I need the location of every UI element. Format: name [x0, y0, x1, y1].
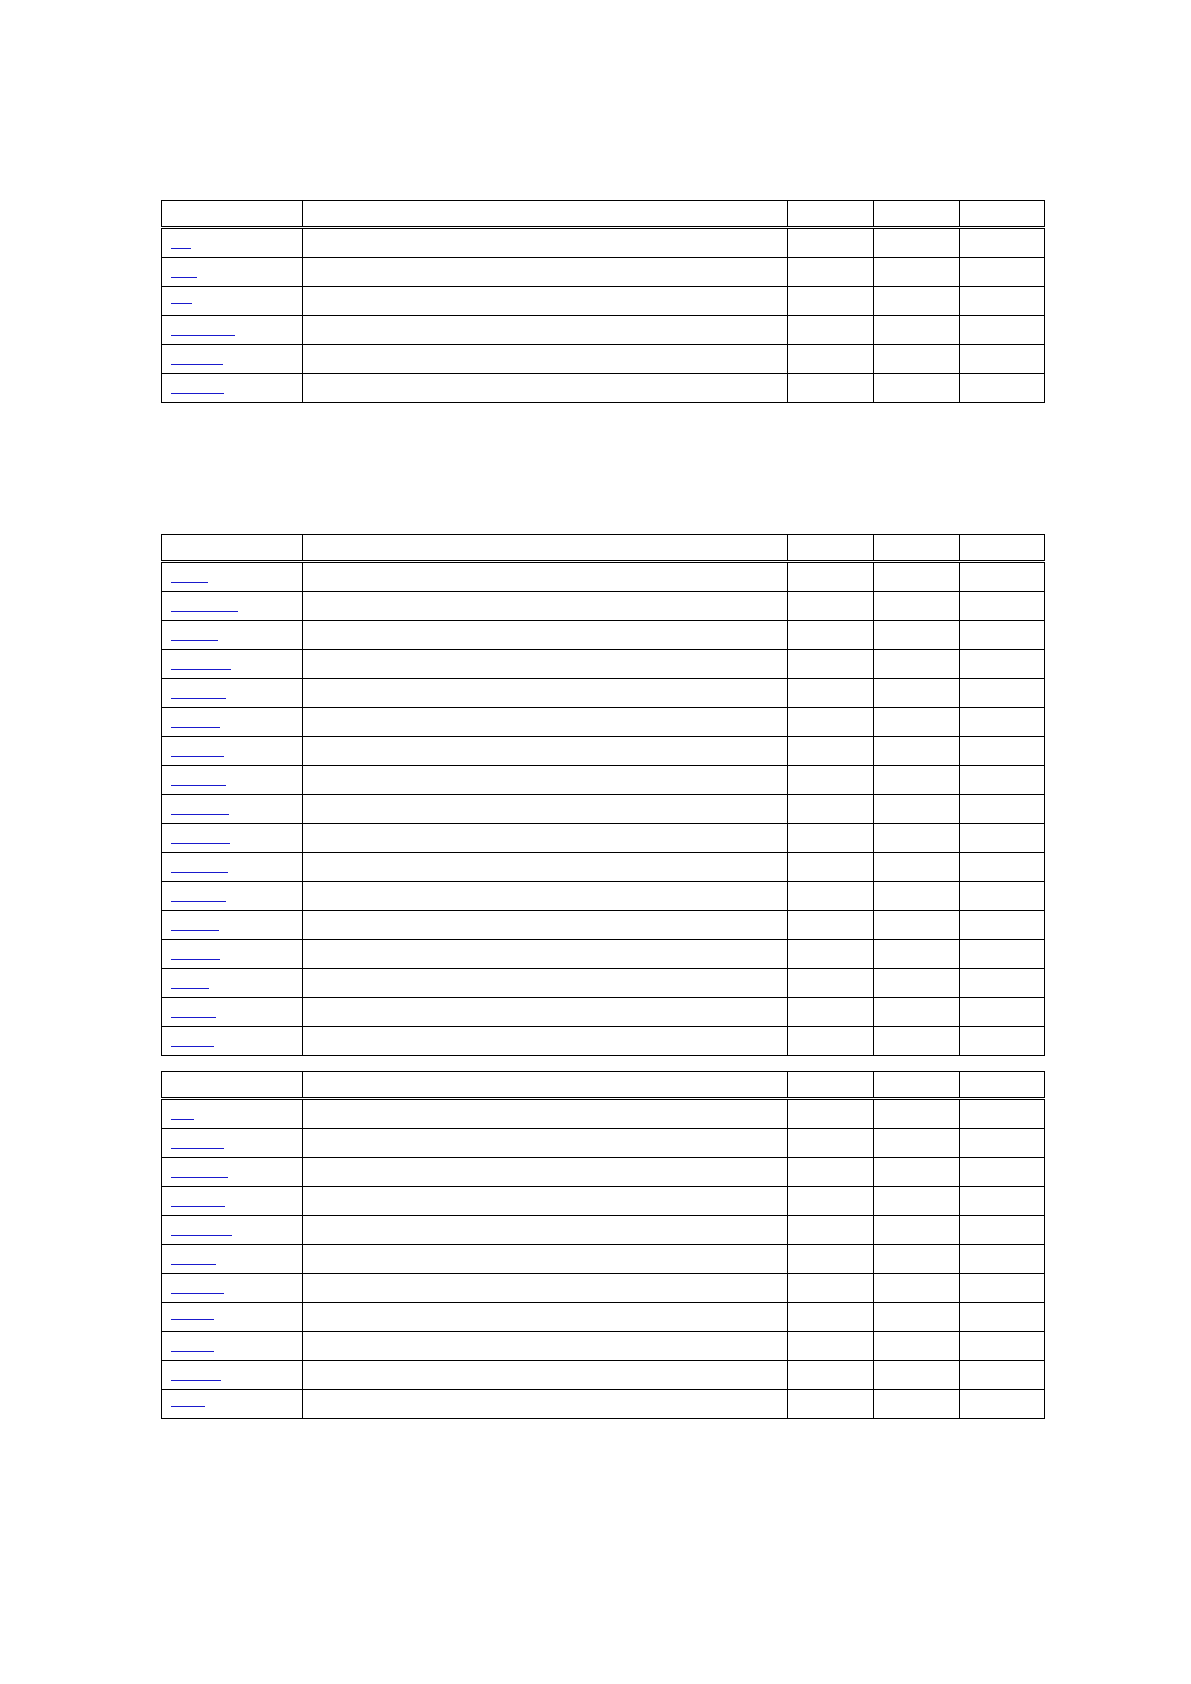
row-link[interactable] [171, 1016, 216, 1018]
row-link[interactable] [171, 363, 223, 365]
link-cell [162, 287, 303, 316]
table-2 [161, 534, 1045, 1056]
table-row [162, 592, 1045, 621]
table-row [162, 795, 1045, 824]
link-cell [162, 998, 303, 1027]
link-cell [162, 1129, 303, 1158]
link-cell [162, 1274, 303, 1303]
table-row [162, 258, 1045, 287]
row-link[interactable] [171, 813, 229, 815]
row-link[interactable] [171, 929, 219, 931]
table-row [162, 228, 1045, 258]
row-link[interactable] [171, 1263, 216, 1265]
row-link[interactable] [171, 784, 226, 786]
link-cell [162, 621, 303, 650]
row-link[interactable] [171, 1405, 205, 1407]
row-link[interactable] [171, 1045, 214, 1047]
table-row [162, 1303, 1045, 1332]
row-link[interactable] [171, 1318, 214, 1320]
link-cell [162, 562, 303, 592]
table-row [162, 1274, 1045, 1303]
link-cell [162, 1245, 303, 1274]
header-cell [788, 535, 874, 562]
row-link[interactable] [171, 755, 224, 757]
row-link[interactable] [171, 726, 220, 728]
table-row [162, 911, 1045, 940]
header-cell [874, 201, 960, 228]
link-cell [162, 650, 303, 679]
table-row [162, 766, 1045, 795]
link-cell [162, 374, 303, 403]
link-cell [162, 1216, 303, 1245]
table-row [162, 708, 1045, 737]
header-cell [960, 1072, 1045, 1099]
row-link[interactable] [171, 1147, 224, 1149]
row-link[interactable] [171, 1379, 221, 1381]
table-row [162, 882, 1045, 911]
link-cell [162, 592, 303, 621]
table-row [162, 1129, 1045, 1158]
link-cell [162, 1027, 303, 1056]
row-link[interactable] [171, 842, 230, 844]
table-row [162, 621, 1045, 650]
row-link[interactable] [171, 639, 218, 641]
link-cell [162, 766, 303, 795]
link-cell [162, 940, 303, 969]
link-cell [162, 1187, 303, 1216]
table-row [162, 650, 1045, 679]
header-cell [303, 535, 788, 562]
table-row [162, 1158, 1045, 1187]
header-cell [303, 201, 788, 228]
table-row [162, 1027, 1045, 1056]
table-row [162, 1099, 1045, 1129]
table-row [162, 1187, 1045, 1216]
row-link[interactable] [171, 1234, 232, 1236]
link-cell [162, 737, 303, 766]
table-row [162, 562, 1045, 592]
table-header-row [162, 535, 1045, 562]
link-cell [162, 969, 303, 998]
row-link[interactable] [171, 247, 191, 249]
header-cell [960, 201, 1045, 228]
row-link[interactable] [171, 276, 197, 278]
table-1 [161, 200, 1045, 403]
header-cell [788, 201, 874, 228]
table-row [162, 679, 1045, 708]
link-cell [162, 1303, 303, 1332]
link-cell [162, 795, 303, 824]
header-cell [162, 1072, 303, 1099]
row-link[interactable] [171, 1292, 224, 1294]
table-row [162, 1361, 1045, 1390]
table-row [162, 940, 1045, 969]
header-cell [874, 1072, 960, 1099]
link-cell [162, 1361, 303, 1390]
table-3 [161, 1071, 1045, 1419]
link-cell [162, 824, 303, 853]
row-link[interactable] [171, 1350, 214, 1352]
row-link[interactable] [171, 392, 224, 394]
link-cell [162, 345, 303, 374]
link-cell [162, 1390, 303, 1419]
row-link[interactable] [171, 668, 231, 670]
link-cell [162, 911, 303, 940]
row-link[interactable] [171, 871, 228, 873]
link-cell [162, 882, 303, 911]
table-row [162, 374, 1045, 403]
row-link[interactable] [171, 697, 226, 699]
link-cell [162, 228, 303, 258]
table-row [162, 853, 1045, 882]
link-cell [162, 679, 303, 708]
header-cell [303, 1072, 788, 1099]
link-cell [162, 1332, 303, 1361]
row-link[interactable] [171, 610, 238, 612]
table-row [162, 1216, 1045, 1245]
table-row [162, 1390, 1045, 1419]
table-header-row [162, 201, 1045, 228]
row-link[interactable] [171, 987, 209, 989]
table-row [162, 998, 1045, 1027]
table-row [162, 824, 1045, 853]
table-row [162, 737, 1045, 766]
header-cell [788, 1072, 874, 1099]
row-link[interactable] [171, 334, 235, 336]
header-cell [960, 535, 1045, 562]
table-row [162, 969, 1045, 998]
row-link[interactable] [171, 1118, 194, 1120]
table-row [162, 287, 1045, 316]
table-row [162, 316, 1045, 345]
link-cell [162, 708, 303, 737]
link-cell [162, 316, 303, 345]
link-cell [162, 853, 303, 882]
header-cell [162, 201, 303, 228]
header-cell [162, 535, 303, 562]
row-link[interactable] [171, 302, 192, 304]
table-row [162, 345, 1045, 374]
link-cell [162, 258, 303, 287]
header-cell [874, 535, 960, 562]
table-row [162, 1245, 1045, 1274]
table-header-row [162, 1072, 1045, 1099]
row-link[interactable] [171, 958, 220, 960]
row-link[interactable] [171, 900, 226, 902]
link-cell [162, 1158, 303, 1187]
row-link[interactable] [171, 1205, 225, 1207]
table-row [162, 1332, 1045, 1361]
row-link[interactable] [171, 581, 208, 583]
row-link[interactable] [171, 1176, 228, 1178]
link-cell [162, 1099, 303, 1129]
